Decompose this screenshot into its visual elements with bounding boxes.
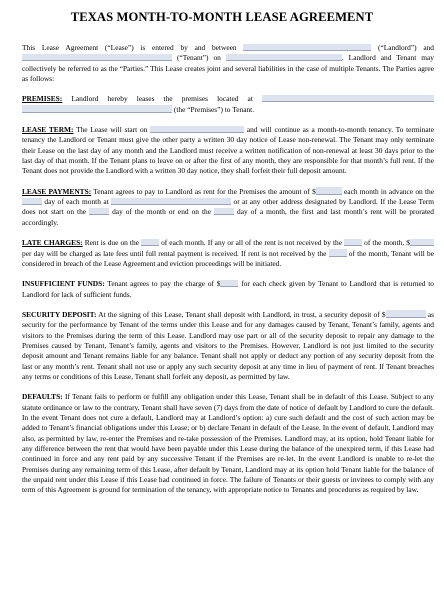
rent-due-date-field[interactable]: [141, 239, 159, 247]
lease-term-section: LEASE TERM: The Lease will start on and will continue as a month-to-month tenancy. To terminate tenancy the Landlord or Tenant must give the other party a written 30 day notice of Lease non-renewal. The Tenant may only terminate their Lease on the last day of any month and the Landlord must receive a written notification of non-renewal at least 30 days prior to the last day of that month. If the Tenant plans to leave on or after the first of any month, they are responsible for that month’s full rent. If the Tenant does not provide the Landlord with a written 30 day notice, they shall forfeit their full deposit amount.: [22, 125, 434, 176]
security-deposit-amount-field[interactable]: [386, 310, 426, 318]
premises-address-field[interactable]: [262, 95, 434, 103]
lease-term-heading: LEASE TERM:: [22, 125, 74, 135]
security-deposit-heading: SECURITY DEPOSIT:: [22, 309, 97, 319]
nsf-charge-field[interactable]: [220, 280, 238, 288]
breach-day-field[interactable]: [329, 249, 347, 257]
premises-address-field-2[interactable]: [22, 105, 172, 113]
lease-payments-section: LEASE PAYMENTS: Tenant agrees to pay to Landlord as rent for the Premises the amount of $ each month in advance on the day of each month at or at any other address designated by Landlord. If the Lease Term does not start on the day of the month or end on the day of a month, the first and last month’s rent will be prorated accordingly.: [22, 186, 435, 227]
late-fee-amount-field[interactable]: [410, 239, 434, 247]
late-charges-heading: LATE CHARGES:: [22, 238, 83, 248]
defaults-section: DEFAULTS: If Tenant fails to perform or fulfill any obligation under this Lease, Tenant shall be in default of this Lease. Subject to any statute ordinance or law to the contrary, Tenant shall have seven (7) days from the date of notice of default by Landlord to cure the default. In the event Tenant does not cure a default, Landlord may at Landlord’s option: a) cure such default and the cost of such action may be added to Tenant’s financial obligations under this Lease; or b) declare Tenant in default of the Lease. In the event of default, Landlord may also, as permitted by law, re-enter the Premises and re-take possession of the Premises. Landlord may, at its option, hold Tenant liable for any difference between the rent that would have been payable under this Lease during the balance of the unexpired term, if this Lease had continued in force and any rent paid by any successive Tenant if the Premises are re-let. In the event Landlord is unable to re-let the Premises during any remaining term of this Lease, after default by Tenant, Landlord may at its option hold Tenant liable for the balance of the unpaid rent under this Lease if this Lease had continued in force. The failure of Tenants or their guests or invitees to comply with any term of this Agreement is ground for termination of the tenancy, with appropriate notice to Tenants and procedures as required by law.: [22, 392, 434, 495]
tenant-name-field[interactable]: [22, 54, 172, 62]
parties-paragraph: This Lease Agreement (“Lease”) is entered by and between (“Landlord”) and (“Tenant”) on . Landlord and Tenant may collectively be referred to as the “Parties.” This Lease creates joint and several liabilities in the case of multiple Tenants. The Parties agree as follows:: [22, 43, 434, 84]
document-title: TEXAS MONTH-TO-MONTH LEASE AGREEMENT: [70, 10, 374, 24]
rent-amount-field[interactable]: [316, 187, 342, 195]
premises-heading: PREMISES:: [22, 94, 63, 104]
defaults-heading: DEFAULTS:: [22, 392, 63, 402]
term-start-day-field[interactable]: [89, 208, 109, 216]
lease-start-date-field[interactable]: [150, 126, 244, 134]
landlord-name-field[interactable]: [243, 44, 371, 52]
late-charges-section: LATE CHARGES: Rent is due on the of each month. If any or all of the rent is not received by the of the month, $ per day will be charged as late fees until full rental payment is received. If rent is not received by the of the month, Tenant will be considered in breach of the Lease Agreement and eviction proceedings will be initiated.: [22, 238, 434, 268]
rent-due-day-field[interactable]: [22, 198, 42, 206]
agreement-date-field[interactable]: [226, 54, 342, 62]
late-after-day-field[interactable]: [344, 239, 362, 247]
premises-section: PREMISES: Landlord hereby leases the premises located at (the “Premises”) to Tenant.: [22, 94, 434, 115]
insufficient-funds-section: INSUFFICIENT FUNDS: Tenant agrees to pay the charge of $ for each check given by Tenant to Landlord that is returned to Landlord for lack of sufficient funds.: [22, 279, 435, 299]
lease-payments-heading: LEASE PAYMENTS:: [22, 186, 92, 196]
security-deposit-section: SECURITY DEPOSIT: At the signing of this Lease, Tenant shall deposit with Landlord, in trust, a security deposit of $ as security for the performance by Tenant of the terms under this Lease and for any damages caused by Tenant, Tenant’s family, agents and visitors to the Premises during the term of this Lease. Landlord may use part or all of the security deposit to repair any damage to the Premises caused by Tenant, Tenant’s family, agents and visitors to the Premises. However, Landlord is not just limited to the security deposit amount and Tenant remains liable for any balance. Tenant shall not apply or deduct any portion of any security deposit from the last or any month’s rent. Tenant shall not use or apply any such security deposit at any time in lieu of payment of rent. If Tenant breaches any terms or conditions of this Lease, Tenant shall forfeit any deposit, as permitted by law.: [22, 309, 434, 381]
payment-address-field[interactable]: [111, 198, 231, 206]
insufficient-funds-heading: INSUFFICIENT FUNDS:: [22, 279, 105, 289]
term-end-day-field[interactable]: [214, 208, 234, 216]
